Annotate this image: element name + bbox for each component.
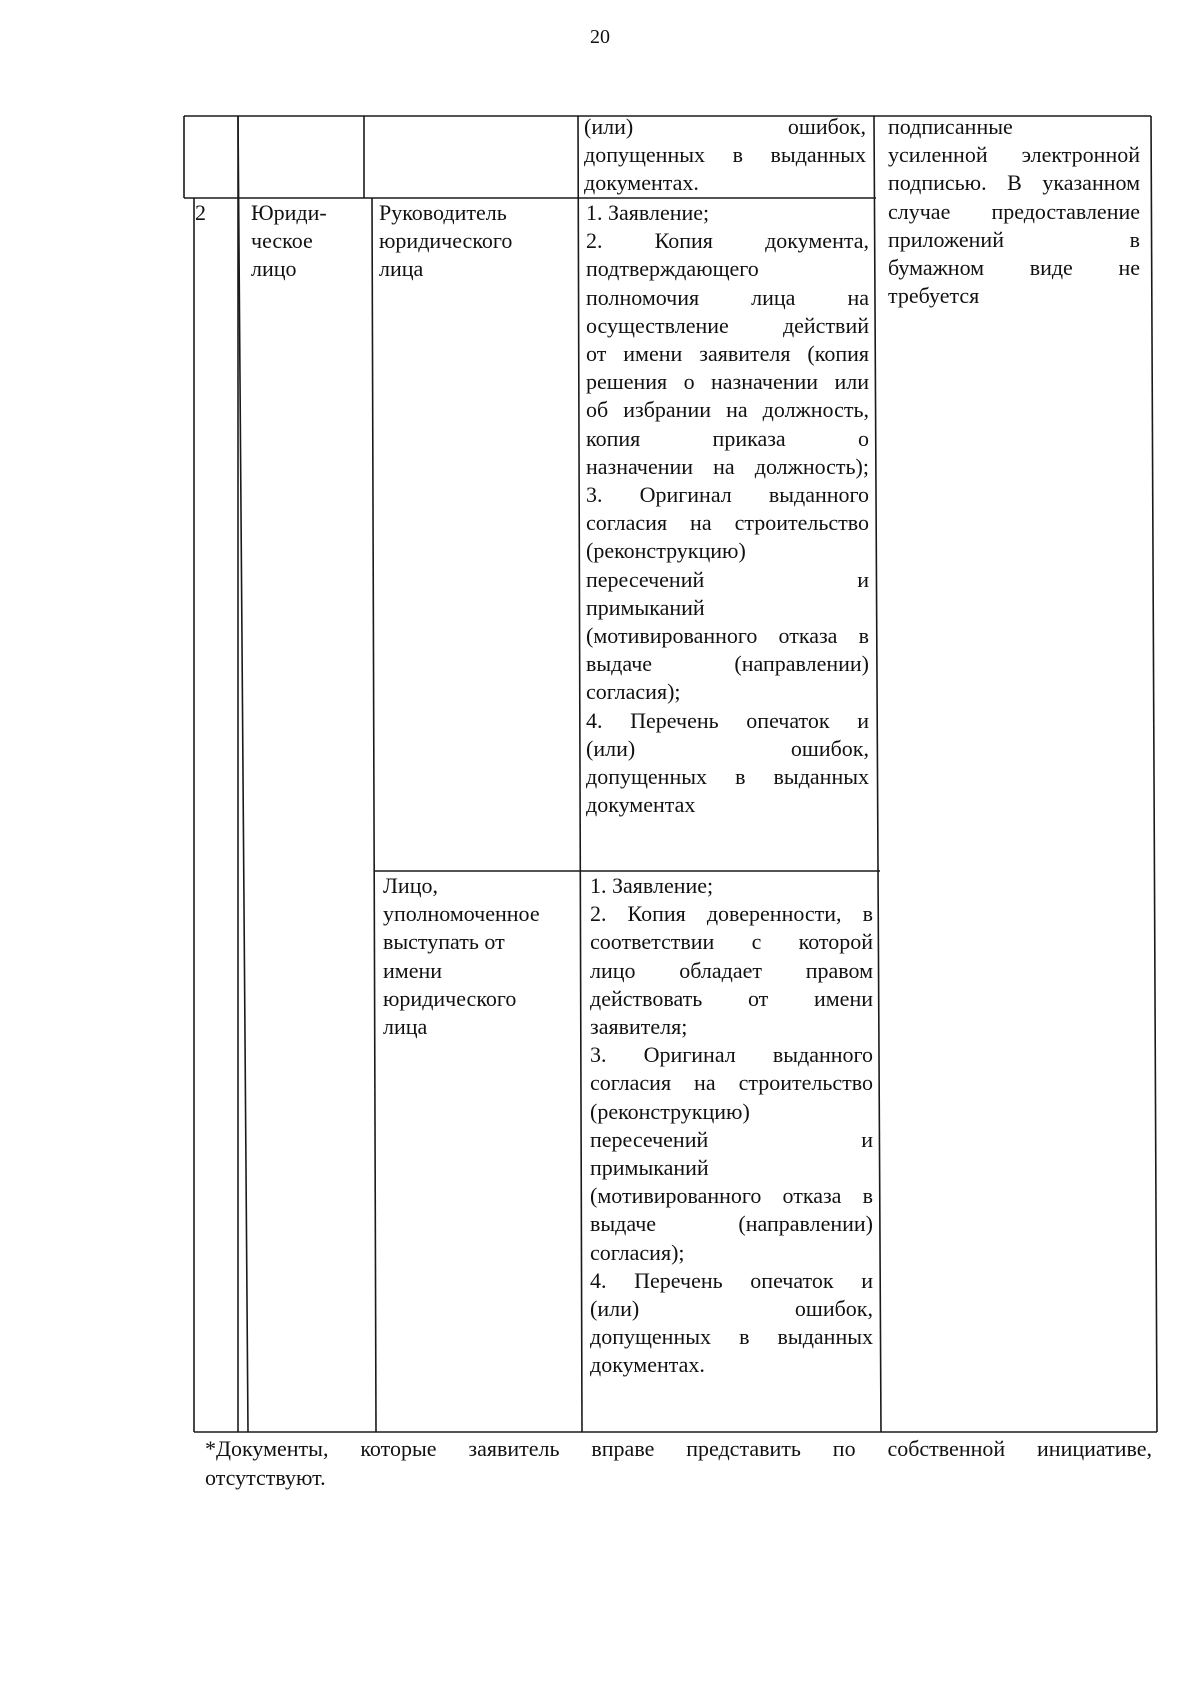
note-line: бумажном виде не — [888, 255, 1140, 281]
doc-line: допущенных в выданных — [586, 764, 869, 790]
doc-line: 2. Копия документа, — [586, 228, 869, 254]
doc-line: документах. — [590, 1352, 705, 1378]
note-line: усиленной электронной — [888, 142, 1140, 168]
doc-line: 1. Заявление; — [586, 200, 710, 225]
doc-line: лицо обладает правом — [590, 957, 873, 983]
electronic-signature-note — [888, 113, 1140, 310]
applicant-type — [251, 199, 361, 284]
doc-line: осуществление действий — [586, 312, 869, 338]
applicant-category-head — [379, 199, 574, 284]
doc-line: 4. Перечень опечаток и — [586, 707, 869, 733]
doc-line: допущенных в выданных — [584, 142, 866, 168]
doc-line: заявителя; — [590, 1014, 688, 1040]
doc-line: документах — [586, 792, 696, 818]
doc-line: действовать от имени — [590, 985, 873, 1011]
doc-line: 1. Заявление; — [590, 873, 714, 898]
applicant-type-line: ческое — [251, 228, 313, 254]
note-line: требуется — [888, 283, 980, 309]
category-line: Руководитель — [379, 200, 507, 225]
doc-line: (или) ошибок, — [590, 1296, 873, 1322]
doc-line: пересечений и — [590, 1126, 873, 1152]
doc-line: назначении на должность); — [586, 453, 869, 479]
doc-line: примыканий — [590, 1155, 709, 1181]
category-line: лица — [383, 1014, 428, 1040]
category-line: выступать от — [383, 929, 505, 955]
doc-line: решения о назначении или — [586, 369, 869, 395]
doc-line: (мотивированного отказа в — [586, 623, 869, 649]
note-line: приложений в — [888, 226, 1140, 252]
doc-line: от имени заявителя (копия — [586, 341, 869, 367]
doc-line: об избрании на должность, — [586, 397, 869, 423]
category-line: имени — [383, 957, 443, 983]
doc-line: примыканий — [586, 594, 705, 620]
continued-row-documents — [584, 113, 866, 198]
doc-line: подтверждающего — [586, 256, 759, 282]
category-line: уполномоченное — [383, 901, 540, 927]
doc-line: соответствии с которой — [590, 929, 873, 955]
doc-line: (мотивированного отказа в — [590, 1183, 873, 1209]
doc-line: выдаче (направлении) — [590, 1211, 873, 1237]
doc-line: (реконструкцию) — [590, 1098, 750, 1124]
doc-line: (или) ошибок, — [584, 114, 866, 139]
row-number: 2 — [195, 200, 206, 225]
documents-head — [586, 199, 869, 819]
doc-line: согласия); — [590, 1239, 685, 1265]
footnote-line: *Документы, которые заявитель вправе представить по собственной инициативе, — [205, 1436, 1152, 1461]
applicant-type-line: лицо — [251, 256, 297, 282]
doc-line: 3. Оригинал выданного — [590, 1042, 873, 1068]
doc-line: (или) ошибок, — [586, 735, 869, 761]
doc-line: 3. Оригинал выданного — [586, 482, 869, 508]
doc-line: документах. — [584, 170, 699, 196]
note-line: подписанные — [888, 114, 1013, 139]
applicant-type-line: Юриди- — [251, 200, 327, 225]
category-line: юридического — [379, 228, 513, 254]
category-line: лица — [379, 256, 424, 282]
doc-line: пересечений и — [586, 566, 869, 592]
applicant-category-representative — [383, 872, 578, 1041]
note-line: случае предоставление — [888, 198, 1140, 224]
doc-line: согласия); — [586, 679, 681, 705]
doc-line: 2. Копия доверенности, в — [590, 901, 873, 927]
doc-line: согласия на строительство — [586, 510, 869, 536]
footnote — [205, 1434, 1152, 1492]
category-line: юридического — [383, 985, 517, 1011]
doc-line: (реконструкцию) — [586, 538, 746, 564]
page-number: 20 — [590, 26, 610, 48]
doc-line: 4. Перечень опечаток и — [590, 1267, 873, 1293]
note-line: подписью. В указанном — [888, 170, 1140, 196]
doc-line: копия приказа о — [586, 425, 869, 451]
footnote-line: отсутствуют. — [205, 1465, 326, 1490]
category-line: Лицо, — [383, 873, 438, 898]
doc-line: выдаче (направлении) — [586, 651, 869, 677]
doc-line: согласия на строительство — [590, 1070, 873, 1096]
doc-line: допущенных в выданных — [590, 1324, 873, 1350]
documents-representative — [590, 872, 873, 1380]
doc-line: полномочия лица на — [586, 284, 869, 310]
